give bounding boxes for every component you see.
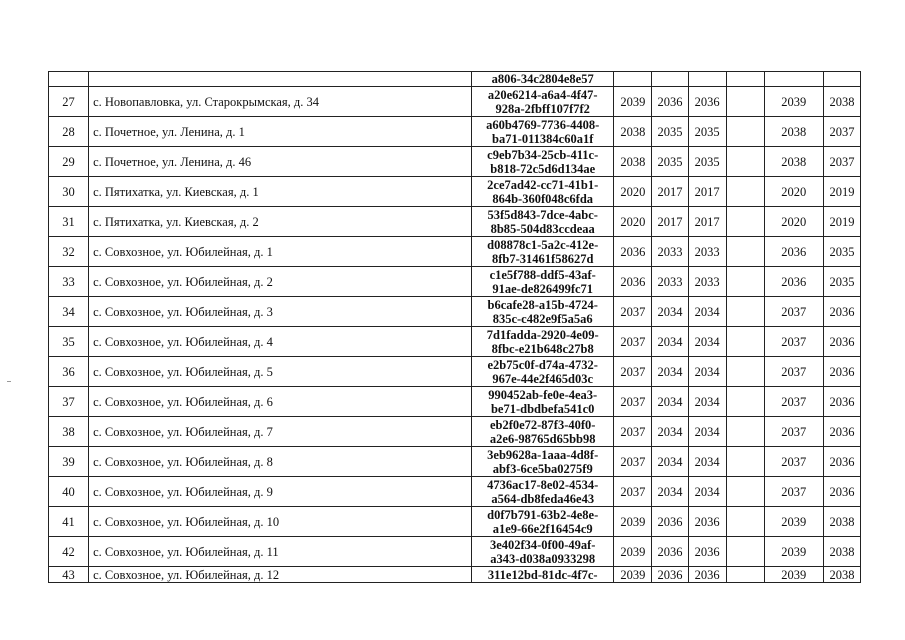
year-cell-y5: 2020 — [764, 177, 823, 207]
row-number: 32 — [49, 237, 89, 267]
uuid-line: 53f5d843-7dce-4abc- — [487, 207, 598, 222]
year-cell-y3 — [688, 72, 726, 87]
row-number: 34 — [49, 297, 89, 327]
address-cell: с. Совхозное, ул. Юбилейная, д. 5 — [89, 357, 472, 387]
year-cell-y1: 2036 — [614, 237, 652, 267]
year-cell-y5: 2039 — [764, 87, 823, 117]
year-cell-y1: 2039 — [614, 87, 652, 117]
uuid-cell — [472, 207, 614, 237]
uuid-line: a20e6214-a6a4-4f47- — [487, 87, 598, 102]
uuid-line: a1e9-66e2f16454c9 — [492, 521, 593, 536]
uuid-line: 967e-44e2f465d03c — [492, 371, 594, 386]
uuid-cell — [472, 87, 614, 117]
year-cell-y3: 2033 — [688, 237, 726, 267]
year-cell-y2: 2036 — [652, 537, 688, 567]
address-cell: с. Пятихатка, ул. Киевская, д. 2 — [89, 207, 472, 237]
table-row — [49, 477, 861, 507]
year-cell-y4 — [726, 207, 764, 237]
year-cell-y5 — [764, 72, 823, 87]
uuid-line: e2b75c0f-d74a-4732- — [487, 357, 598, 372]
table-row — [49, 207, 861, 237]
table-row — [49, 72, 861, 87]
year-cell-y2: 2034 — [652, 357, 688, 387]
uuid-cell — [472, 387, 614, 417]
year-cell-y5: 2037 — [764, 477, 823, 507]
uuid-line: 864b-360f048c6fda — [492, 191, 594, 206]
year-cell-y4 — [726, 87, 764, 117]
uuid-line: 990452ab-fe0e-4ea3- — [488, 387, 598, 402]
year-cell-y4 — [726, 177, 764, 207]
year-cell-y6: 2036 — [823, 477, 860, 507]
year-cell-y3: 2034 — [688, 297, 726, 327]
year-cell-y5: 2039 — [764, 567, 823, 583]
uuid-line: b6cafe28-a15b-4724- — [487, 297, 598, 312]
table-row — [49, 237, 861, 267]
year-cell-y1: 2020 — [614, 207, 652, 237]
row-number: 31 — [49, 207, 89, 237]
row-number: 38 — [49, 417, 89, 447]
year-cell-y3: 2034 — [688, 477, 726, 507]
year-cell-y2: 2033 — [652, 237, 688, 267]
year-cell-y1: 2036 — [614, 267, 652, 297]
address-cell: с. Совхозное, ул. Юбилейная, д. 10 — [89, 507, 472, 537]
address-cell: с. Совхозное, ул. Юбилейная, д. 7 — [89, 417, 472, 447]
uuid-line: 311e12bd-81dc-4f7c- — [487, 567, 598, 582]
year-cell-y2: 2036 — [652, 87, 688, 117]
year-cell-y4 — [726, 327, 764, 357]
uuid-line: b818-72c5d6d134ae — [490, 161, 596, 176]
row-number: 28 — [49, 117, 89, 147]
uuid-cell — [472, 177, 614, 207]
uuid-cell — [472, 117, 614, 147]
year-cell-y6: 2019 — [823, 177, 860, 207]
year-cell-y2: 2033 — [652, 267, 688, 297]
table-row — [49, 507, 861, 537]
uuid-cell — [472, 417, 614, 447]
year-cell-y2: 2034 — [652, 327, 688, 357]
table-row — [49, 267, 861, 297]
year-cell-y3: 2034 — [688, 417, 726, 447]
address-cell: с. Совхозное, ул. Юбилейная, д. 1 — [89, 237, 472, 267]
year-cell-y2: 2017 — [652, 177, 688, 207]
table-body — [49, 72, 861, 583]
uuid-cell — [472, 267, 614, 297]
address-cell: с. Совхозное, ул. Юбилейная, д. 6 — [89, 387, 472, 417]
uuid-line: 928a-2fbff107f7f2 — [495, 101, 590, 116]
row-number: 40 — [49, 477, 89, 507]
row-number: 36 — [49, 357, 89, 387]
year-cell-y4 — [726, 537, 764, 567]
year-cell-y1: 2039 — [614, 537, 652, 567]
year-cell-y4 — [726, 387, 764, 417]
table-row — [49, 327, 861, 357]
year-cell-y5: 2036 — [764, 237, 823, 267]
table-row — [49, 357, 861, 387]
year-cell-y5: 2037 — [764, 357, 823, 387]
address-cell: с. Пятихатка, ул. Киевская, д. 1 — [89, 177, 472, 207]
year-cell-y2: 2035 — [652, 147, 688, 177]
uuid-line: 8fbc-e21b648c27b8 — [491, 341, 594, 356]
uuid-line: d08878c1-5a2c-412e- — [487, 237, 599, 252]
address-cell: с. Совхозное, ул. Юбилейная, д. 8 — [89, 447, 472, 477]
uuid-line: eb2f0e72-87f3-40f0- — [489, 417, 596, 432]
year-cell-y1: 2037 — [614, 327, 652, 357]
year-cell-y1: 2020 — [614, 177, 652, 207]
year-cell-y2: 2035 — [652, 117, 688, 147]
year-cell-y6: 2019 — [823, 207, 860, 237]
year-cell-y3: 2036 — [688, 567, 726, 583]
row-number: 30 — [49, 177, 89, 207]
year-cell-y4 — [726, 477, 764, 507]
year-cell-y3: 2036 — [688, 537, 726, 567]
row-number: 37 — [49, 387, 89, 417]
year-cell-y3: 2033 — [688, 267, 726, 297]
table-row — [49, 147, 861, 177]
address-cell: с. Совхозное, ул. Юбилейная, д. 11 — [89, 537, 472, 567]
year-cell-y6: 2038 — [823, 537, 860, 567]
row-number: 29 — [49, 147, 89, 177]
year-cell-y6: 2038 — [823, 87, 860, 117]
table-row — [49, 387, 861, 417]
year-cell-y4 — [726, 357, 764, 387]
year-cell-y2: 2034 — [652, 387, 688, 417]
year-cell-y5: 2039 — [764, 537, 823, 567]
table-row — [49, 117, 861, 147]
year-cell-y4 — [726, 117, 764, 147]
year-cell-y6: 2036 — [823, 417, 860, 447]
uuid-cell — [472, 567, 614, 583]
address-cell: с. Совхозное, ул. Юбилейная, д. 2 — [89, 267, 472, 297]
uuid-cell — [472, 507, 614, 537]
uuid-line: be71-dbdbefa541c0 — [490, 401, 595, 416]
year-cell-y6: 2036 — [823, 297, 860, 327]
table-row — [49, 177, 861, 207]
year-cell-y2: 2036 — [652, 507, 688, 537]
year-cell-y1: 2039 — [614, 567, 652, 583]
uuid-line: 8fb7-31461f58627d — [492, 251, 594, 266]
year-cell-y5: 2036 — [764, 267, 823, 297]
table-row — [49, 417, 861, 447]
address-cell: с. Почетное, ул. Ленина, д. 1 — [89, 117, 472, 147]
year-cell-y5: 2037 — [764, 297, 823, 327]
year-cell-y1: 2037 — [614, 297, 652, 327]
uuid-line: ba71-011384c60a1f — [492, 131, 594, 146]
year-cell-y4 — [726, 147, 764, 177]
year-cell-y6: 2036 — [823, 447, 860, 477]
uuid-line: 91ae-de826499fc71 — [492, 281, 594, 296]
uuid-line: a806-34c2804e8e57 — [491, 72, 594, 86]
year-cell-y6: 2036 — [823, 387, 860, 417]
year-cell-y6 — [823, 72, 860, 87]
year-cell-y2: 2034 — [652, 417, 688, 447]
object-table — [48, 71, 861, 583]
address-cell: с. Совхозное, ул. Юбилейная, д. 3 — [89, 297, 472, 327]
table-row — [49, 537, 861, 567]
year-cell-y1: 2037 — [614, 387, 652, 417]
year-cell-y5: 2039 — [764, 507, 823, 537]
year-cell-y6: 2038 — [823, 507, 860, 537]
year-cell-y5: 2020 — [764, 207, 823, 237]
uuid-line: c1e5f788-ddf5-43af- — [489, 267, 596, 282]
year-cell-y2: 2034 — [652, 297, 688, 327]
table-row — [49, 567, 861, 583]
year-cell-y2: 2034 — [652, 477, 688, 507]
year-cell-y1 — [614, 72, 652, 87]
uuid-line: abf3-6ce5ba0275f9 — [492, 461, 593, 476]
year-cell-y4 — [726, 567, 764, 583]
year-cell-y4 — [726, 417, 764, 447]
row-number: 42 — [49, 537, 89, 567]
year-cell-y5: 2037 — [764, 447, 823, 477]
year-cell-y6: 2036 — [823, 357, 860, 387]
year-cell-y4 — [726, 507, 764, 537]
year-cell-y6: 2035 — [823, 267, 860, 297]
year-cell-y6: 2038 — [823, 567, 860, 583]
uuid-line: 7d1fadda-2920-4e09- — [486, 327, 599, 342]
address-cell — [89, 72, 472, 87]
year-cell-y3: 2017 — [688, 207, 726, 237]
year-cell-y3: 2034 — [688, 447, 726, 477]
year-cell-y4 — [726, 297, 764, 327]
row-number: 27 — [49, 87, 89, 117]
uuid-line: a60b4769-7736-4408- — [486, 117, 600, 132]
year-cell-y1: 2037 — [614, 357, 652, 387]
address-cell: с. Почетное, ул. Ленина, д. 46 — [89, 147, 472, 177]
year-cell-y6: 2036 — [823, 327, 860, 357]
year-cell-y4 — [726, 447, 764, 477]
table-row — [49, 447, 861, 477]
year-cell-y3: 2035 — [688, 147, 726, 177]
uuid-line: a2e6-98765d65bb98 — [489, 431, 596, 446]
uuid-cell — [472, 327, 614, 357]
year-cell-y1: 2037 — [614, 417, 652, 447]
uuid-cell — [472, 147, 614, 177]
year-cell-y3: 2036 — [688, 507, 726, 537]
year-cell-y5: 2038 — [764, 147, 823, 177]
uuid-line: 3e402f34-0f00-49af- — [489, 537, 596, 552]
year-cell-y2: 2017 — [652, 207, 688, 237]
year-cell-y6: 2037 — [823, 117, 860, 147]
row-number: 39 — [49, 447, 89, 477]
uuid-cell — [472, 447, 614, 477]
row-number — [49, 72, 89, 87]
year-cell-y3: 2034 — [688, 387, 726, 417]
uuid-line: 2ce7ad42-cc71-41b1- — [487, 177, 599, 192]
table-row — [49, 297, 861, 327]
row-number: 35 — [49, 327, 89, 357]
year-cell-y2: 2036 — [652, 567, 688, 583]
year-cell-y3: 2034 — [688, 327, 726, 357]
year-cell-y5: 2037 — [764, 387, 823, 417]
row-number: 33 — [49, 267, 89, 297]
year-cell-y1: 2037 — [614, 477, 652, 507]
year-cell-y1: 2037 — [614, 447, 652, 477]
address-cell: с. Совхозное, ул. Юбилейная, д. 12 — [89, 567, 472, 583]
year-cell-y6: 2035 — [823, 237, 860, 267]
uuid-line: 3eb9628a-1aaa-4d8f- — [487, 447, 599, 462]
year-cell-y3: 2034 — [688, 357, 726, 387]
row-number: 43 — [49, 567, 89, 583]
year-cell-y3: 2017 — [688, 177, 726, 207]
uuid-cell — [472, 357, 614, 387]
year-cell-y5: 2037 — [764, 327, 823, 357]
uuid-cell — [472, 237, 614, 267]
uuid-cell — [472, 297, 614, 327]
table-row — [49, 87, 861, 117]
uuid-line: d0f7b791-63b2-4e8e- — [487, 507, 599, 522]
year-cell-y5: 2037 — [764, 417, 823, 447]
uuid-line: a564-db8feda46e43 — [491, 491, 595, 506]
year-cell-y5: 2038 — [764, 117, 823, 147]
year-cell-y1: 2038 — [614, 147, 652, 177]
year-cell-y4 — [726, 72, 764, 87]
uuid-line: 8b85-504d83ccdeaa — [490, 221, 595, 236]
row-number: 41 — [49, 507, 89, 537]
year-cell-y3: 2035 — [688, 117, 726, 147]
year-cell-y2: 2034 — [652, 447, 688, 477]
uuid-line: c9eb7b34-25cb-411c- — [487, 147, 599, 162]
year-cell-y1: 2038 — [614, 117, 652, 147]
uuid-cell — [472, 477, 614, 507]
uuid-cell — [472, 537, 614, 567]
scan-mark — [7, 381, 11, 382]
uuid-cell — [472, 72, 614, 87]
address-cell: с. Новопавловка, ул. Старокрымская, д. 34 — [89, 87, 472, 117]
uuid-line: a343-d038a0933298 — [490, 551, 596, 566]
year-cell-y4 — [726, 267, 764, 297]
address-cell: с. Совхозное, ул. Юбилейная, д. 9 — [89, 477, 472, 507]
year-cell-y1: 2039 — [614, 507, 652, 537]
year-cell-y3: 2036 — [688, 87, 726, 117]
year-cell-y6: 2037 — [823, 147, 860, 177]
year-cell-y2 — [652, 72, 688, 87]
uuid-line: 835c-c482e9f5a5a6 — [492, 311, 593, 326]
address-cell: с. Совхозное, ул. Юбилейная, д. 4 — [89, 327, 472, 357]
uuid-line: 4736ac17-8e02-4534- — [487, 477, 599, 492]
year-cell-y4 — [726, 237, 764, 267]
